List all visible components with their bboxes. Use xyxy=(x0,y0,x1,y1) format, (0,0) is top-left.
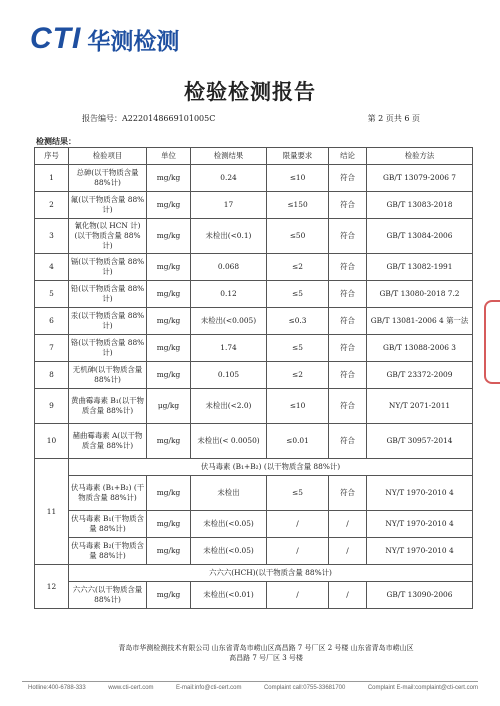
cell-method: NY/T 1970-2010 4 xyxy=(367,538,473,565)
logo-brand: CTI xyxy=(30,22,82,55)
cell-method: GB/T 13083-2018 xyxy=(367,192,473,219)
cell-conclusion: 符合 xyxy=(329,362,367,389)
cell-item: 赭曲霉毒素 A(以干物质含量 88%计) xyxy=(69,424,147,459)
header-limit: 限量要求 xyxy=(267,148,329,165)
cell-result: 1.74 xyxy=(191,335,267,362)
cell-conclusion: 符合 xyxy=(329,308,367,335)
footer-contact xyxy=(28,685,478,691)
cell-item: 铅(以干物质含量 88%计) xyxy=(69,281,147,308)
cell-limit: / xyxy=(267,582,329,609)
cell-conclusion: / xyxy=(329,582,367,609)
cell-unit: mg/kg xyxy=(147,165,191,192)
cell-unit: mg/kg xyxy=(147,476,191,511)
cell-item: 氰化物(以 HCN 计)(以干物质含量 88%计) xyxy=(69,219,147,254)
table-row xyxy=(35,192,473,219)
cell-item: 铬(以干物质含量 88%计) xyxy=(69,335,147,362)
cell-unit: mg/kg xyxy=(147,335,191,362)
cell-method: GB/T 23372-2009 xyxy=(367,362,473,389)
logo-name: 华测检测 xyxy=(87,28,180,55)
cell-no: 6 xyxy=(35,308,69,335)
cell-result: 未检出 xyxy=(191,476,267,511)
cell-method: NY/T 1970-2010 4 xyxy=(367,511,473,538)
table-row xyxy=(35,424,473,459)
cell-conclusion: / xyxy=(329,538,367,565)
cell-item: 汞(以干物质含量 88%计) xyxy=(69,308,147,335)
cell-no: 8 xyxy=(35,362,69,389)
table-row xyxy=(35,582,473,609)
cell-limit: ≤10 xyxy=(267,389,329,424)
cell-limit: ≤2 xyxy=(267,362,329,389)
cell-limit: ≤0.3 xyxy=(267,308,329,335)
cell-no: 5 xyxy=(35,281,69,308)
cell-unit: mg/kg xyxy=(147,219,191,254)
cell-conclusion: 符合 xyxy=(329,389,367,424)
cell-method: GB/T 13090-2006 xyxy=(367,582,473,609)
cell-limit: ≤2 xyxy=(267,254,329,281)
table-row xyxy=(35,389,473,424)
cell-result: 未检出(<0.01) xyxy=(191,582,267,609)
table-row xyxy=(35,308,473,335)
cell-method: NY/T 1970-2010 4 xyxy=(367,476,473,511)
header-result: 检测结果 xyxy=(191,148,267,165)
cell-unit: mg/kg xyxy=(147,192,191,219)
cell-unit: mg/kg xyxy=(147,582,191,609)
footer-divider xyxy=(22,681,478,682)
table-row xyxy=(35,476,473,511)
email-link[interactable]: E-mail:info@cti-cert.com xyxy=(176,685,242,691)
table-row xyxy=(35,362,473,389)
cell-limit: ≤5 xyxy=(267,335,329,362)
cell-method: GB/T 30957-2014 xyxy=(367,424,473,459)
cell-conclusion: 符合 xyxy=(329,335,367,362)
cell-limit: / xyxy=(267,511,329,538)
table-row-group xyxy=(35,565,473,582)
cell-conclusion: / xyxy=(329,511,367,538)
table-row xyxy=(35,219,473,254)
cell-conclusion: 符合 xyxy=(329,165,367,192)
cell-limit: ≤10 xyxy=(267,165,329,192)
cell-item: 无机砷(以干物质含量 88%计) xyxy=(69,362,147,389)
cell-method: GB/T 13079-2006 7 xyxy=(367,165,473,192)
table-row xyxy=(35,281,473,308)
cell-limit: ≤50 xyxy=(267,219,329,254)
cell-result: 未检出(<0.05) xyxy=(191,538,267,565)
cell-item: 伏马毒素 B₁(干物质含量 88%计) xyxy=(69,511,147,538)
cell-group-title: 六六六(HCH)(以干物质含量 88%计) xyxy=(69,565,473,582)
header-method: 检验方法 xyxy=(367,148,473,165)
cell-limit: ≤0.01 xyxy=(267,424,329,459)
cell-result: 未检出(<0.005) xyxy=(191,308,267,335)
cell-limit: ≤5 xyxy=(267,281,329,308)
seal-stamp xyxy=(484,300,500,384)
cell-item: 氟(以干物质含量 88%计) xyxy=(69,192,147,219)
cell-conclusion: 符合 xyxy=(329,281,367,308)
cell-unit: mg/kg xyxy=(147,511,191,538)
cell-no: 1 xyxy=(35,165,69,192)
footer-address: 青岛市华测检测技术有限公司 山东省青岛市崂山区高昌路 7 号厂区 2 号楼 山东省青岛市崂山区高昌路 7 号厂区 3 号楼 xyxy=(118,644,414,662)
cell-result: 未检出(<2.0) xyxy=(191,389,267,424)
company-logo xyxy=(30,22,179,56)
table-row xyxy=(35,165,473,192)
cell-limit: ≤5 xyxy=(267,476,329,511)
cell-no: 9 xyxy=(35,389,69,424)
cell-conclusion: 符合 xyxy=(329,254,367,281)
cell-no: 3 xyxy=(35,219,69,254)
cell-result: 未检出(<0.1) xyxy=(191,219,267,254)
cell-unit: mg/kg xyxy=(147,254,191,281)
cell-item: 黄曲霉毒素 B₁(以干物质含量 88%计) xyxy=(69,389,147,424)
header-no: 序号 xyxy=(35,148,69,165)
hotline: Hotline:400-6788-333 xyxy=(28,685,86,691)
table-row xyxy=(35,511,473,538)
cell-method: GB/T 13084-2006 xyxy=(367,219,473,254)
cell-result: 17 xyxy=(191,192,267,219)
results-table xyxy=(34,147,473,609)
cell-no: 12 xyxy=(35,565,69,609)
header-unit: 单位 xyxy=(147,148,191,165)
cell-unit: mg/kg xyxy=(147,362,191,389)
cell-unit: mg/kg xyxy=(147,308,191,335)
cell-no: 4 xyxy=(35,254,69,281)
cell-conclusion: 符合 xyxy=(329,424,367,459)
table-row xyxy=(35,538,473,565)
table-row xyxy=(35,335,473,362)
cell-conclusion: 符合 xyxy=(329,219,367,254)
cell-result: 未检出(< 0.0050) xyxy=(191,424,267,459)
website-link[interactable]: www.cti-cert.com xyxy=(108,685,154,691)
cell-unit: mg/kg xyxy=(147,424,191,459)
cell-result: 0.24 xyxy=(191,165,267,192)
cell-method: GB/T 13080-2018 7.2 xyxy=(367,281,473,308)
cell-no: 11 xyxy=(35,459,69,565)
cell-item: 六六六(以干物质含量 88%计) xyxy=(69,582,147,609)
cell-method: GB/T 13082-1991 xyxy=(367,254,473,281)
cell-unit: mg/kg xyxy=(147,538,191,565)
page-info: 第 2 页共 6 页 xyxy=(367,114,420,123)
table-row-group xyxy=(35,459,473,476)
cell-item: 伏马毒素 B₂(干物质含量 88%计) xyxy=(69,538,147,565)
section-label: 检测结果： xyxy=(36,136,76,146)
cell-result: 未检出(<0.05) xyxy=(191,511,267,538)
cell-item: 伏马毒素 (B₁+B₂) (干物质含量 88%计) xyxy=(69,476,147,511)
cell-conclusion: 符合 xyxy=(329,192,367,219)
cell-item: 总砷(以干物质含量 88%计) xyxy=(69,165,147,192)
cell-no: 7 xyxy=(35,335,69,362)
cell-unit: mg/kg xyxy=(147,281,191,308)
cell-result: 0.068 xyxy=(191,254,267,281)
cell-method: GB/T 13088-2006 3 xyxy=(367,335,473,362)
header-item: 检验项目 xyxy=(69,148,147,165)
cell-no: 2 xyxy=(35,192,69,219)
report-number: 报告编号：A2220148669101005C xyxy=(82,114,216,123)
cell-group-title: 伏马毒素 (B₁+B₂) (以干物质含量 88%计) xyxy=(69,459,473,476)
cell-unit: μg/kg xyxy=(147,389,191,424)
cell-conclusion: 符合 xyxy=(329,476,367,511)
complaint-email-link[interactable]: Complaint E-mail:complaint@cti-cert.com xyxy=(367,685,478,691)
cell-method: NY/T 2071-2011 xyxy=(367,389,473,424)
header-conclusion: 结论 xyxy=(329,148,367,165)
cell-item: 镉(以干物质含量 88%计) xyxy=(69,254,147,281)
cell-no: 10 xyxy=(35,424,69,459)
report-title: 检验检测报告 xyxy=(184,79,316,104)
table-row xyxy=(35,254,473,281)
table-header-row xyxy=(35,148,473,165)
cell-result: 0.105 xyxy=(191,362,267,389)
cell-result: 0.12 xyxy=(191,281,267,308)
cell-limit: ≤150 xyxy=(267,192,329,219)
cell-limit: / xyxy=(267,538,329,565)
complaint-call: Complaint call:0755-33681700 xyxy=(263,685,346,691)
cell-method: GB/T 13081-2006 4 第一法 xyxy=(367,308,473,335)
